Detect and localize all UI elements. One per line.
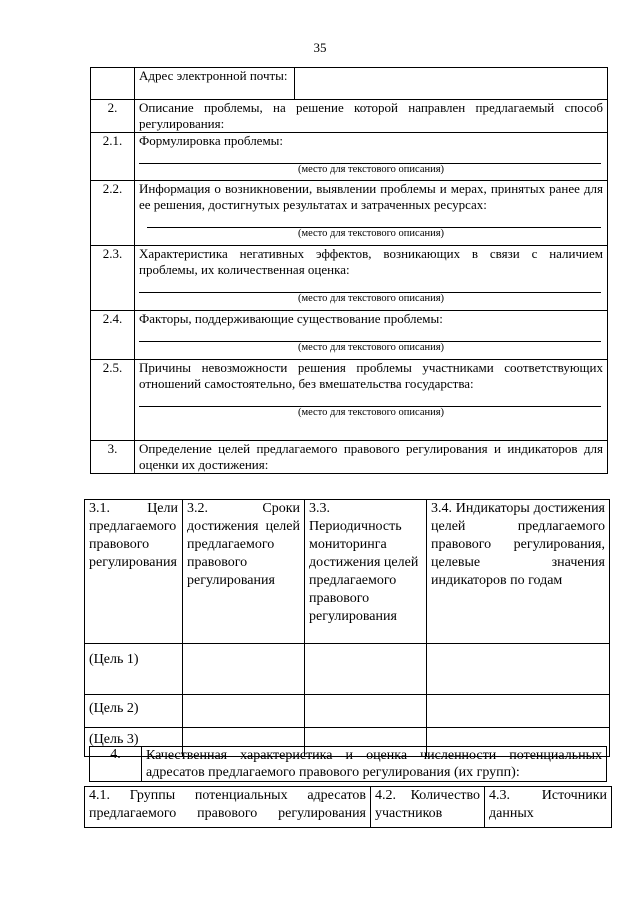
- goals-table: [84, 499, 610, 757]
- row-number: 2.2.: [91, 181, 135, 246]
- goal-label: (Цель 3): [85, 728, 183, 757]
- header-goals: 3.1. Цели предлагаемого правового регулирования: [85, 500, 183, 644]
- caption: (место для текстового описания): [297, 293, 445, 304]
- header-monitoring: 3.3. Периодичность мониторинга достижения целей предлагаемого правового регулирования: [305, 500, 427, 644]
- row-number: 3.: [91, 441, 135, 474]
- row-text: Определение целей предлагаемого правового регулирования и индикаторов для оценки их достижения:: [135, 441, 608, 474]
- email-label: Адрес электронной почты:: [135, 68, 295, 100]
- fill-line: [139, 278, 601, 293]
- header-groups: 4.1. Группы потенциальных адресатов предлагаемого правового регулирования: [85, 787, 371, 828]
- fill-line: [139, 327, 601, 342]
- row-number: 2.3.: [91, 246, 135, 311]
- goal-label: (Цель 1): [85, 644, 183, 695]
- row-content: [135, 311, 608, 360]
- row-text: Формулировка проблемы:: [139, 133, 284, 148]
- caption: (место для текстового описания): [297, 407, 445, 418]
- email-value-cell: [295, 68, 608, 100]
- row-3: [91, 441, 608, 474]
- fill-line: [139, 392, 601, 407]
- problem-table: [90, 67, 608, 474]
- row-content: [135, 133, 608, 181]
- addressees-header-row: [85, 787, 612, 828]
- row-text: Описание проблемы, на решение которой направлен предлагаемый способ регулирования:: [135, 100, 608, 133]
- row-2-3: [91, 246, 608, 311]
- row-2-5: [91, 360, 608, 441]
- goal-label: (Цель 2): [85, 695, 183, 728]
- page-number: 35: [313, 40, 327, 55]
- row-text: Качественная характеристика и оценка численности потенциальных адресатов предлагаемого правового регулирования (их групп):: [142, 747, 607, 782]
- row-number: 2.1.: [91, 133, 135, 181]
- row-number: 2.5.: [91, 360, 135, 441]
- header-sources: 4.3. Источники данных: [485, 787, 612, 828]
- row-content: [135, 246, 608, 311]
- row-content: [135, 360, 608, 441]
- caption: (место для текстового описания): [297, 164, 445, 175]
- row-number: 2.: [91, 100, 135, 133]
- header-terms: 3.2. Сроки достижения целей предлагаемого правового регулирования: [183, 500, 305, 644]
- header-indicators: 3.4. Индикаторы достижения целей предлагаемого правового регулирования, целевые значения индикаторов по годам: [427, 500, 610, 644]
- row-text: Факторы, поддерживающие существование проблемы:: [139, 311, 443, 326]
- email-row: [91, 68, 608, 100]
- goals-header-row: [85, 500, 610, 644]
- caption: (место для текстового описания): [297, 228, 445, 239]
- row-2-1: [91, 133, 608, 181]
- row-text: Характеристика негативных эффектов, возникающих в связи с наличием проблемы, их количественная оценка:: [139, 246, 603, 277]
- row-text: Информация о возникновении, выявлении проблемы и мерах, принятых ранее для ее решения, достигнутых результатах и затраченных ресурсах:: [139, 181, 603, 212]
- fill-line: [147, 213, 601, 228]
- row-text: Причины невозможности решения проблемы участниками соответствующих отношений самостоятельно, без вмешательства государства:: [139, 360, 603, 391]
- row-content: [135, 181, 608, 246]
- header-count: 4.2. Количество участников: [371, 787, 485, 828]
- fill-line: [139, 149, 601, 164]
- row-number: 2.4.: [91, 311, 135, 360]
- caption: (место для текстового описания): [297, 342, 445, 353]
- table-row: [85, 644, 610, 695]
- row-2-4: [91, 311, 608, 360]
- row-2-2: [91, 181, 608, 246]
- row-number: 4.: [90, 747, 142, 782]
- section-4-table: [89, 746, 607, 782]
- addressees-table: [84, 786, 612, 828]
- row-4: [90, 747, 607, 782]
- row-2: [91, 100, 608, 133]
- table-row: [85, 695, 610, 728]
